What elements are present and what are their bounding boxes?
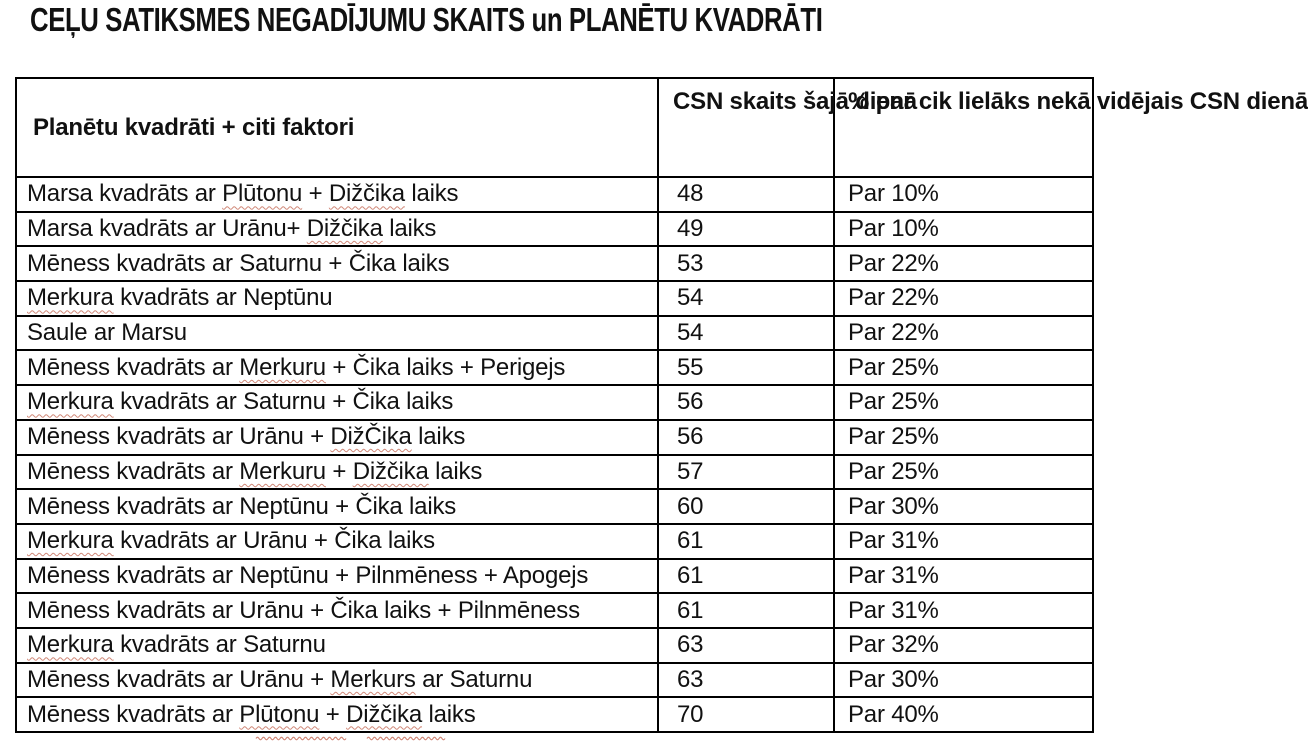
- cutoff-spellcheck-squiggle: [256, 735, 346, 742]
- table-row: [16, 663, 1093, 698]
- factors-cell: [16, 489, 658, 524]
- factor-text: laiks: [382, 215, 437, 243]
- table-row: [16, 212, 1093, 247]
- csn-count-cell: 57: [658, 455, 834, 490]
- factors-cell: [16, 593, 658, 628]
- factors-cell: [16, 559, 658, 594]
- col-header-percent-above-average: % par cik lielāks nekā vidējais CSN dienā: [834, 78, 1093, 177]
- csn-count-cell: 56: [658, 385, 834, 420]
- factors-cell: [16, 212, 658, 247]
- csn-count-cell: 61: [658, 593, 834, 628]
- factor-text: kvadrāts ar Saturnu + Čika laiks: [113, 388, 454, 416]
- csn-count-cell: 49: [658, 212, 834, 247]
- misspelled-word: Plūtonu: [222, 180, 303, 208]
- misspelled-word: Merkuru: [239, 457, 326, 485]
- csn-count-cell: 63: [658, 663, 834, 698]
- cutoff-spellcheck-squiggle: [367, 735, 449, 742]
- factor-text: Mēness kvadrāts ar Saturnu + Čika laiks: [27, 249, 450, 277]
- misspelled-word: Merkura: [27, 527, 114, 555]
- csn-count-cell: 63: [658, 628, 834, 663]
- factor-text: laiks: [411, 423, 466, 451]
- factor-text: Mēness kvadrāts ar Urānu +: [27, 423, 331, 451]
- percent-cell: Par 25%: [834, 455, 1093, 490]
- factor-text: Marsa kvadrāts ar: [27, 180, 223, 208]
- factors-cell: [16, 455, 658, 490]
- misspelled-word: Dižčika: [352, 457, 429, 485]
- factors-cell: [16, 246, 658, 281]
- misspelled-word: DižČika: [330, 423, 412, 451]
- col-header-factors: Planētu kvadrāti + citi faktori: [16, 78, 658, 177]
- misspelled-word: Merkura: [27, 388, 114, 416]
- factor-text: kvadrāts ar Urānu + Čika laiks: [113, 527, 435, 555]
- factor-text: +: [302, 180, 329, 208]
- table-row: [16, 559, 1093, 594]
- misspelled-word: Dižčika: [346, 700, 423, 728]
- table-row: [16, 281, 1093, 316]
- csn-count-cell: 61: [658, 524, 834, 559]
- table-row: [16, 628, 1093, 663]
- table-row: [16, 455, 1093, 490]
- factor-text: Mēness kvadrāts ar Urānu + Čika laiks + Pilnmēness: [27, 596, 580, 624]
- factors-cell: [16, 524, 658, 559]
- percent-cell: Par 31%: [834, 524, 1093, 559]
- csn-count-cell: 61: [658, 559, 834, 594]
- col-header-csn-count: CSN skaits šajā dienā: [658, 78, 834, 177]
- table-row: [16, 350, 1093, 385]
- factor-text: Mēness kvadrāts ar: [27, 353, 240, 381]
- percent-cell: Par 22%: [834, 281, 1093, 316]
- factor-text: Marsa kvadrāts ar Urānu+: [27, 215, 307, 243]
- factors-cell: [16, 697, 658, 732]
- factor-text: Mēness kvadrāts ar Urānu +: [27, 665, 331, 693]
- factor-text: + Čika laiks + Perigejs: [325, 353, 566, 381]
- misspelled-word: Merkura: [27, 631, 114, 659]
- factors-cell: [16, 350, 658, 385]
- percent-cell: Par 32%: [834, 628, 1093, 663]
- table-row: [16, 524, 1093, 559]
- factor-text: laiks: [422, 700, 476, 728]
- percent-cell: Par 10%: [834, 177, 1093, 212]
- factor-text: kvadrāts ar Neptūnu: [113, 284, 333, 312]
- table-row: [16, 316, 1093, 351]
- csn-count-cell: 55: [658, 350, 834, 385]
- misspelled-word: Dižčika: [328, 180, 405, 208]
- header-row: [16, 78, 1093, 177]
- factors-cell: [16, 316, 658, 351]
- csn-count-cell: 48: [658, 177, 834, 212]
- percent-cell: Par 31%: [834, 593, 1093, 628]
- percent-cell: Par 40%: [834, 697, 1093, 732]
- factors-cell: [16, 385, 658, 420]
- csn-count-cell: 56: [658, 420, 834, 455]
- factor-text: Saule ar Marsu: [27, 319, 187, 347]
- factors-cell: [16, 177, 658, 212]
- percent-cell: Par 25%: [834, 420, 1093, 455]
- csn-count-cell: 60: [658, 489, 834, 524]
- factor-text: Mēness kvadrāts ar: [27, 457, 240, 485]
- csn-count-cell: 54: [658, 316, 834, 351]
- misspelled-word: Merkura: [27, 284, 114, 312]
- table-row: [16, 489, 1093, 524]
- misspelled-word: Merkuru: [239, 353, 326, 381]
- factor-text: laiks: [428, 457, 483, 485]
- factor-text: Mēness kvadrāts ar: [27, 700, 240, 728]
- table-row: [16, 420, 1093, 455]
- csn-count-cell: 54: [658, 281, 834, 316]
- factor-text: kvadrāts ar Saturnu: [113, 631, 326, 659]
- misspelled-word: Plūtonu: [239, 700, 320, 728]
- csn-count-cell: 70: [658, 697, 834, 732]
- factors-cell: [16, 628, 658, 663]
- table-row: [16, 177, 1093, 212]
- csn-count-cell: 53: [658, 246, 834, 281]
- factor-text: Mēness kvadrāts ar Neptūnu + Čika laiks: [27, 492, 457, 520]
- table-row: [16, 697, 1093, 732]
- percent-cell: Par 30%: [834, 663, 1093, 698]
- factor-text: +: [319, 700, 347, 728]
- factors-cell: [16, 420, 658, 455]
- percent-cell: Par 22%: [834, 246, 1093, 281]
- percent-cell: Par 25%: [834, 350, 1093, 385]
- percent-cell: Par 30%: [834, 489, 1093, 524]
- percent-cell: Par 22%: [834, 316, 1093, 351]
- page-title: CEĻU SATIKSMES NEGADĪJUMU SKAITS un PLANĒTU KVADRĀTI: [30, 1, 823, 38]
- factor-text: +: [325, 457, 353, 485]
- factor-text: ar Saturnu: [415, 665, 533, 693]
- factors-cell: [16, 281, 658, 316]
- planet-squares-table: [15, 77, 1308, 733]
- percent-cell: Par 25%: [834, 385, 1093, 420]
- misspelled-word: Merkurs: [330, 665, 416, 693]
- factor-text: Mēness kvadrāts ar Neptūnu + Pilnmēness + Apogejs: [27, 561, 589, 589]
- misspelled-word: Dižčika: [306, 215, 383, 243]
- table-row: [16, 385, 1093, 420]
- percent-cell: Par 31%: [834, 559, 1093, 594]
- table-row: [16, 246, 1093, 281]
- factors-cell: [16, 663, 658, 698]
- factor-text: laiks: [404, 180, 459, 208]
- table-row: [16, 593, 1093, 628]
- percent-cell: Par 10%: [834, 212, 1093, 247]
